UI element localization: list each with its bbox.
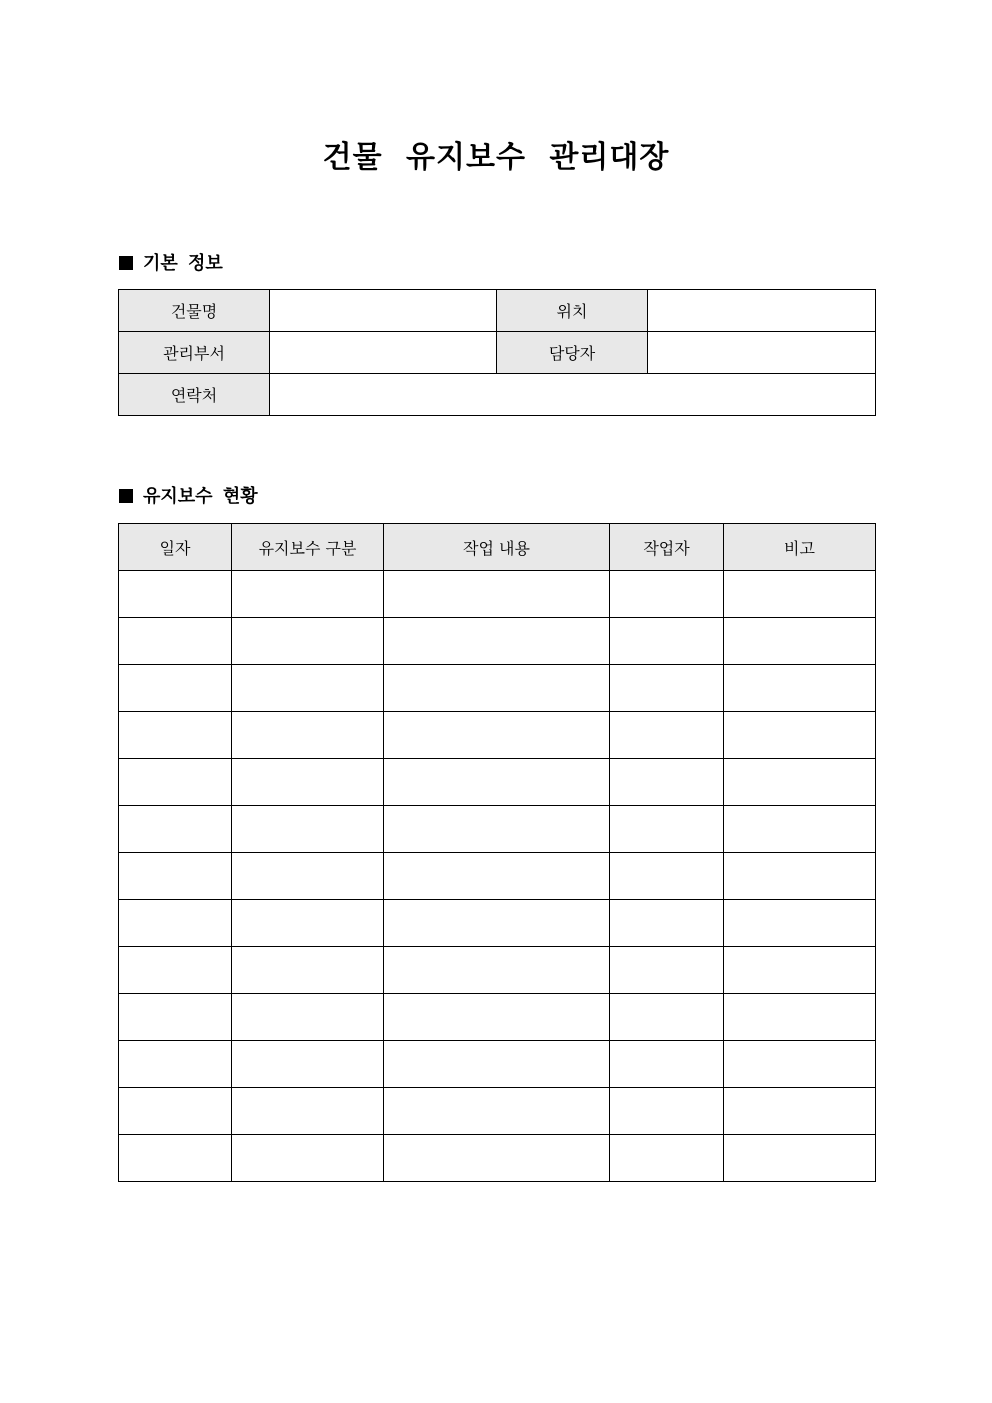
type-cell[interactable] xyxy=(232,1088,384,1135)
column-header-type: 유지보수 구분 xyxy=(232,524,384,571)
date-cell[interactable] xyxy=(119,806,232,853)
type-cell[interactable] xyxy=(232,853,384,900)
basic-info-heading xyxy=(119,252,223,276)
worker-cell[interactable] xyxy=(610,571,724,618)
table-row xyxy=(119,994,876,1041)
basic-info-row xyxy=(119,374,876,416)
department-field[interactable] xyxy=(270,332,497,374)
table-row xyxy=(119,712,876,759)
type-cell[interactable] xyxy=(232,806,384,853)
table-row xyxy=(119,618,876,665)
worker-cell[interactable] xyxy=(610,665,724,712)
table-row xyxy=(119,853,876,900)
maintenance-header-row xyxy=(119,524,876,571)
date-cell[interactable] xyxy=(119,665,232,712)
worker-cell[interactable] xyxy=(610,900,724,947)
department-label: 관리부서 xyxy=(119,332,270,374)
remarks-cell[interactable] xyxy=(724,759,876,806)
work-content-cell[interactable] xyxy=(384,759,610,806)
maintenance-table xyxy=(118,523,876,1182)
contact-label: 연락처 xyxy=(119,374,270,416)
table-row xyxy=(119,665,876,712)
basic-info-row xyxy=(119,290,876,332)
maintenance-heading-text: 유지보수 현황 xyxy=(143,486,258,507)
date-cell[interactable] xyxy=(119,1135,232,1182)
date-cell[interactable] xyxy=(119,900,232,947)
date-cell[interactable] xyxy=(119,947,232,994)
remarks-cell[interactable] xyxy=(724,1135,876,1182)
work-content-cell[interactable] xyxy=(384,1135,610,1182)
worker-cell[interactable] xyxy=(610,618,724,665)
location-field[interactable] xyxy=(648,290,876,332)
remarks-cell[interactable] xyxy=(724,947,876,994)
date-cell[interactable] xyxy=(119,759,232,806)
type-cell[interactable] xyxy=(232,618,384,665)
type-cell[interactable] xyxy=(232,947,384,994)
column-header-worker: 작업자 xyxy=(610,524,724,571)
work-content-cell[interactable] xyxy=(384,994,610,1041)
work-content-cell[interactable] xyxy=(384,853,610,900)
square-bullet-icon xyxy=(119,256,133,270)
remarks-cell[interactable] xyxy=(724,571,876,618)
table-row xyxy=(119,571,876,618)
building-name-label: 건물명 xyxy=(119,290,270,332)
remarks-cell[interactable] xyxy=(724,900,876,947)
building-name-field[interactable] xyxy=(270,290,497,332)
square-bullet-icon xyxy=(119,489,133,503)
worker-cell[interactable] xyxy=(610,712,724,759)
type-cell[interactable] xyxy=(232,900,384,947)
worker-cell[interactable] xyxy=(610,994,724,1041)
manager-field[interactable] xyxy=(648,332,876,374)
contact-field[interactable] xyxy=(270,374,876,416)
basic-info-table xyxy=(118,289,876,416)
table-row xyxy=(119,806,876,853)
work-content-cell[interactable] xyxy=(384,900,610,947)
table-row xyxy=(119,947,876,994)
table-row xyxy=(119,1135,876,1182)
work-content-cell[interactable] xyxy=(384,806,610,853)
worker-cell[interactable] xyxy=(610,1088,724,1135)
column-header-date: 일자 xyxy=(119,524,232,571)
basic-info-row xyxy=(119,332,876,374)
remarks-cell[interactable] xyxy=(724,1041,876,1088)
table-row xyxy=(119,1041,876,1088)
work-content-cell[interactable] xyxy=(384,947,610,994)
date-cell[interactable] xyxy=(119,618,232,665)
remarks-cell[interactable] xyxy=(724,1088,876,1135)
type-cell[interactable] xyxy=(232,759,384,806)
column-header-remarks: 비고 xyxy=(724,524,876,571)
worker-cell[interactable] xyxy=(610,1041,724,1088)
type-cell[interactable] xyxy=(232,571,384,618)
maintenance-heading xyxy=(119,485,258,509)
date-cell[interactable] xyxy=(119,853,232,900)
work-content-cell[interactable] xyxy=(384,571,610,618)
work-content-cell[interactable] xyxy=(384,1041,610,1088)
work-content-cell[interactable] xyxy=(384,618,610,665)
date-cell[interactable] xyxy=(119,994,232,1041)
type-cell[interactable] xyxy=(232,994,384,1041)
remarks-cell[interactable] xyxy=(724,618,876,665)
worker-cell[interactable] xyxy=(610,1135,724,1182)
work-content-cell[interactable] xyxy=(384,712,610,759)
table-row xyxy=(119,1088,876,1135)
date-cell[interactable] xyxy=(119,571,232,618)
date-cell[interactable] xyxy=(119,712,232,759)
type-cell[interactable] xyxy=(232,1135,384,1182)
document-title: 건물 유지보수 관리대장 xyxy=(322,140,670,175)
work-content-cell[interactable] xyxy=(384,665,610,712)
work-content-cell[interactable] xyxy=(384,1088,610,1135)
type-cell[interactable] xyxy=(232,712,384,759)
worker-cell[interactable] xyxy=(610,806,724,853)
worker-cell[interactable] xyxy=(610,759,724,806)
worker-cell[interactable] xyxy=(610,947,724,994)
type-cell[interactable] xyxy=(232,665,384,712)
basic-info-heading-text: 기본 정보 xyxy=(143,253,223,274)
remarks-cell[interactable] xyxy=(724,665,876,712)
table-row xyxy=(119,900,876,947)
table-row xyxy=(119,759,876,806)
remarks-cell[interactable] xyxy=(724,806,876,853)
date-cell[interactable] xyxy=(119,1088,232,1135)
remarks-cell[interactable] xyxy=(724,712,876,759)
manager-label: 담당자 xyxy=(497,332,648,374)
column-header-work-content: 작업 내용 xyxy=(384,524,610,571)
remarks-cell[interactable] xyxy=(724,994,876,1041)
type-cell[interactable] xyxy=(232,1041,384,1088)
worker-cell[interactable] xyxy=(610,853,724,900)
remarks-cell[interactable] xyxy=(724,853,876,900)
location-label: 위치 xyxy=(497,290,648,332)
maintenance-table-body xyxy=(119,571,876,1182)
date-cell[interactable] xyxy=(119,1041,232,1088)
